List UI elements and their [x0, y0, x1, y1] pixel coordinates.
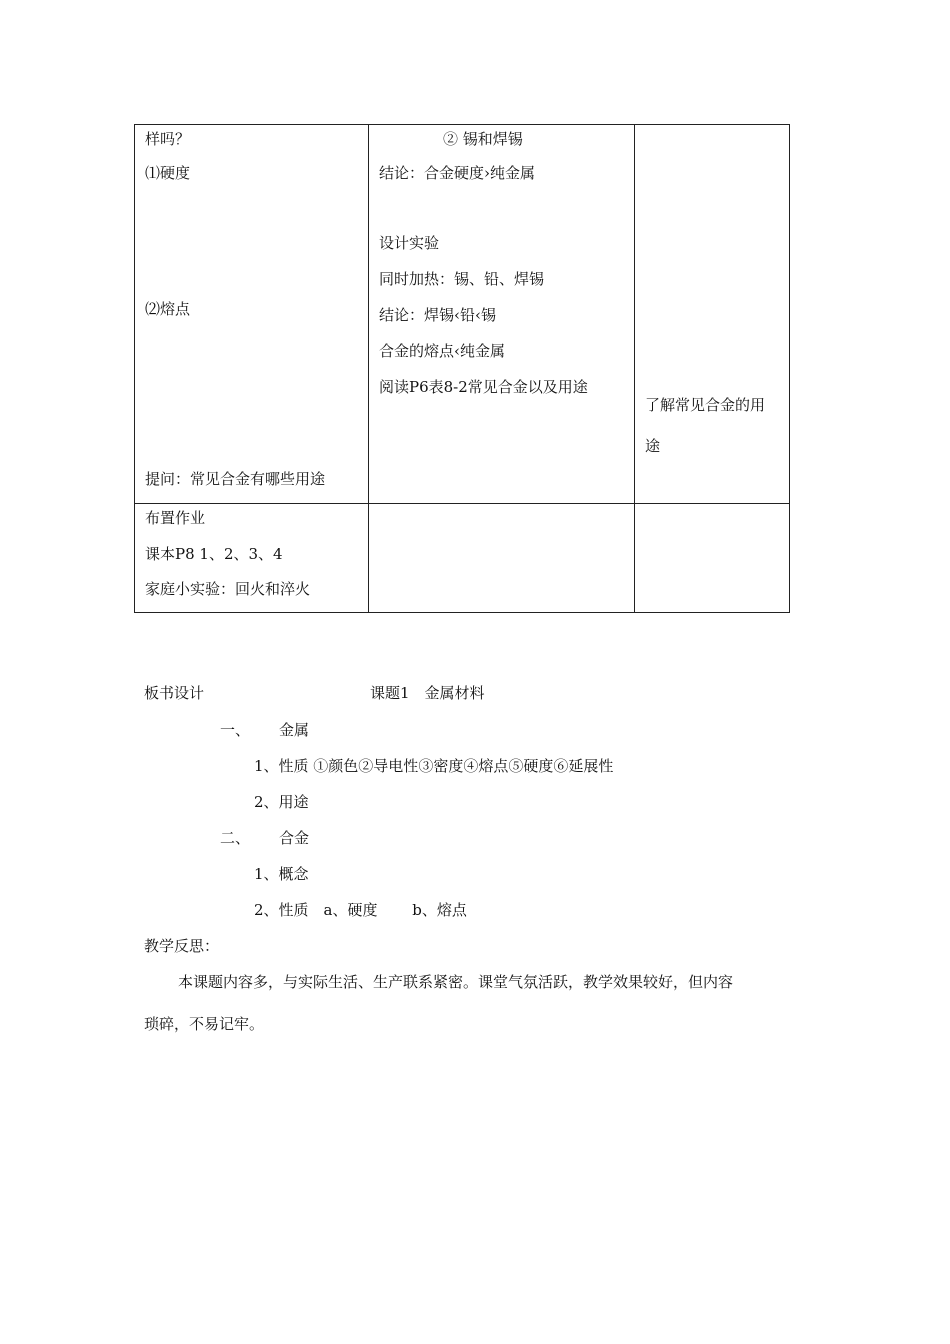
cell-text: 途	[645, 437, 661, 455]
cell-text: 结论：合金硬度›纯金属	[379, 164, 535, 182]
section-number: 一、	[220, 721, 251, 739]
cell-text: ② 锡和焊锡	[443, 130, 523, 148]
cell-text: 阅读P6表8-2常见合金以及用途	[379, 378, 588, 396]
cell-text: 提问：常见合金有哪些用途	[145, 470, 326, 488]
table-row	[135, 125, 790, 504]
list-item: 2、性质 a、硬度 b、熔点	[254, 901, 467, 919]
section-title: 合金	[279, 829, 310, 847]
lesson-table	[134, 124, 790, 613]
cell-text: 设计实验	[379, 234, 440, 252]
list-item: 1、概念	[254, 865, 309, 883]
board-title: 课题1 金属材料	[370, 684, 485, 702]
board-design-label: 板书设计	[144, 684, 205, 702]
section-title: 金属	[279, 721, 310, 739]
section-number: 二、	[220, 829, 251, 847]
cell-text: 样吗？	[145, 130, 191, 148]
cell-text: 课本P8 1、2、3、4	[145, 545, 283, 563]
cell-text: 合金的熔点‹纯金属	[379, 342, 505, 360]
table-cell	[369, 504, 635, 613]
reflection-paragraph: 琐碎，不易记牢。	[144, 1015, 265, 1033]
reflection-heading: 教学反思：	[144, 937, 220, 955]
cell-text: 了解常见合金的用	[645, 396, 766, 414]
table-cell	[135, 504, 369, 613]
cell-text: 结论：焊锡‹铅‹锡	[379, 306, 496, 324]
list-item: 2、用途	[254, 793, 309, 811]
cell-text: 家庭小实验：回火和淬火	[145, 580, 311, 598]
table-cell	[635, 504, 790, 613]
reflection-paragraph: 本课题内容多，与实际生活、生产联系紧密。课堂气氛活跃，教学效果较好，但内容	[178, 973, 734, 991]
table-row	[135, 504, 790, 613]
table-cell	[369, 125, 635, 504]
list-item: 1、性质 ①颜色②导电性③密度④熔点⑤硬度⑥延展性	[254, 757, 614, 775]
table-cell	[135, 125, 369, 504]
table-cell	[635, 125, 790, 504]
cell-text: 同时加热：锡、铅、焊锡	[379, 270, 545, 288]
cell-text: 布置作业	[145, 509, 206, 527]
cell-text: ⑴硬度	[145, 164, 191, 182]
cell-text: ⑵熔点	[145, 300, 191, 318]
